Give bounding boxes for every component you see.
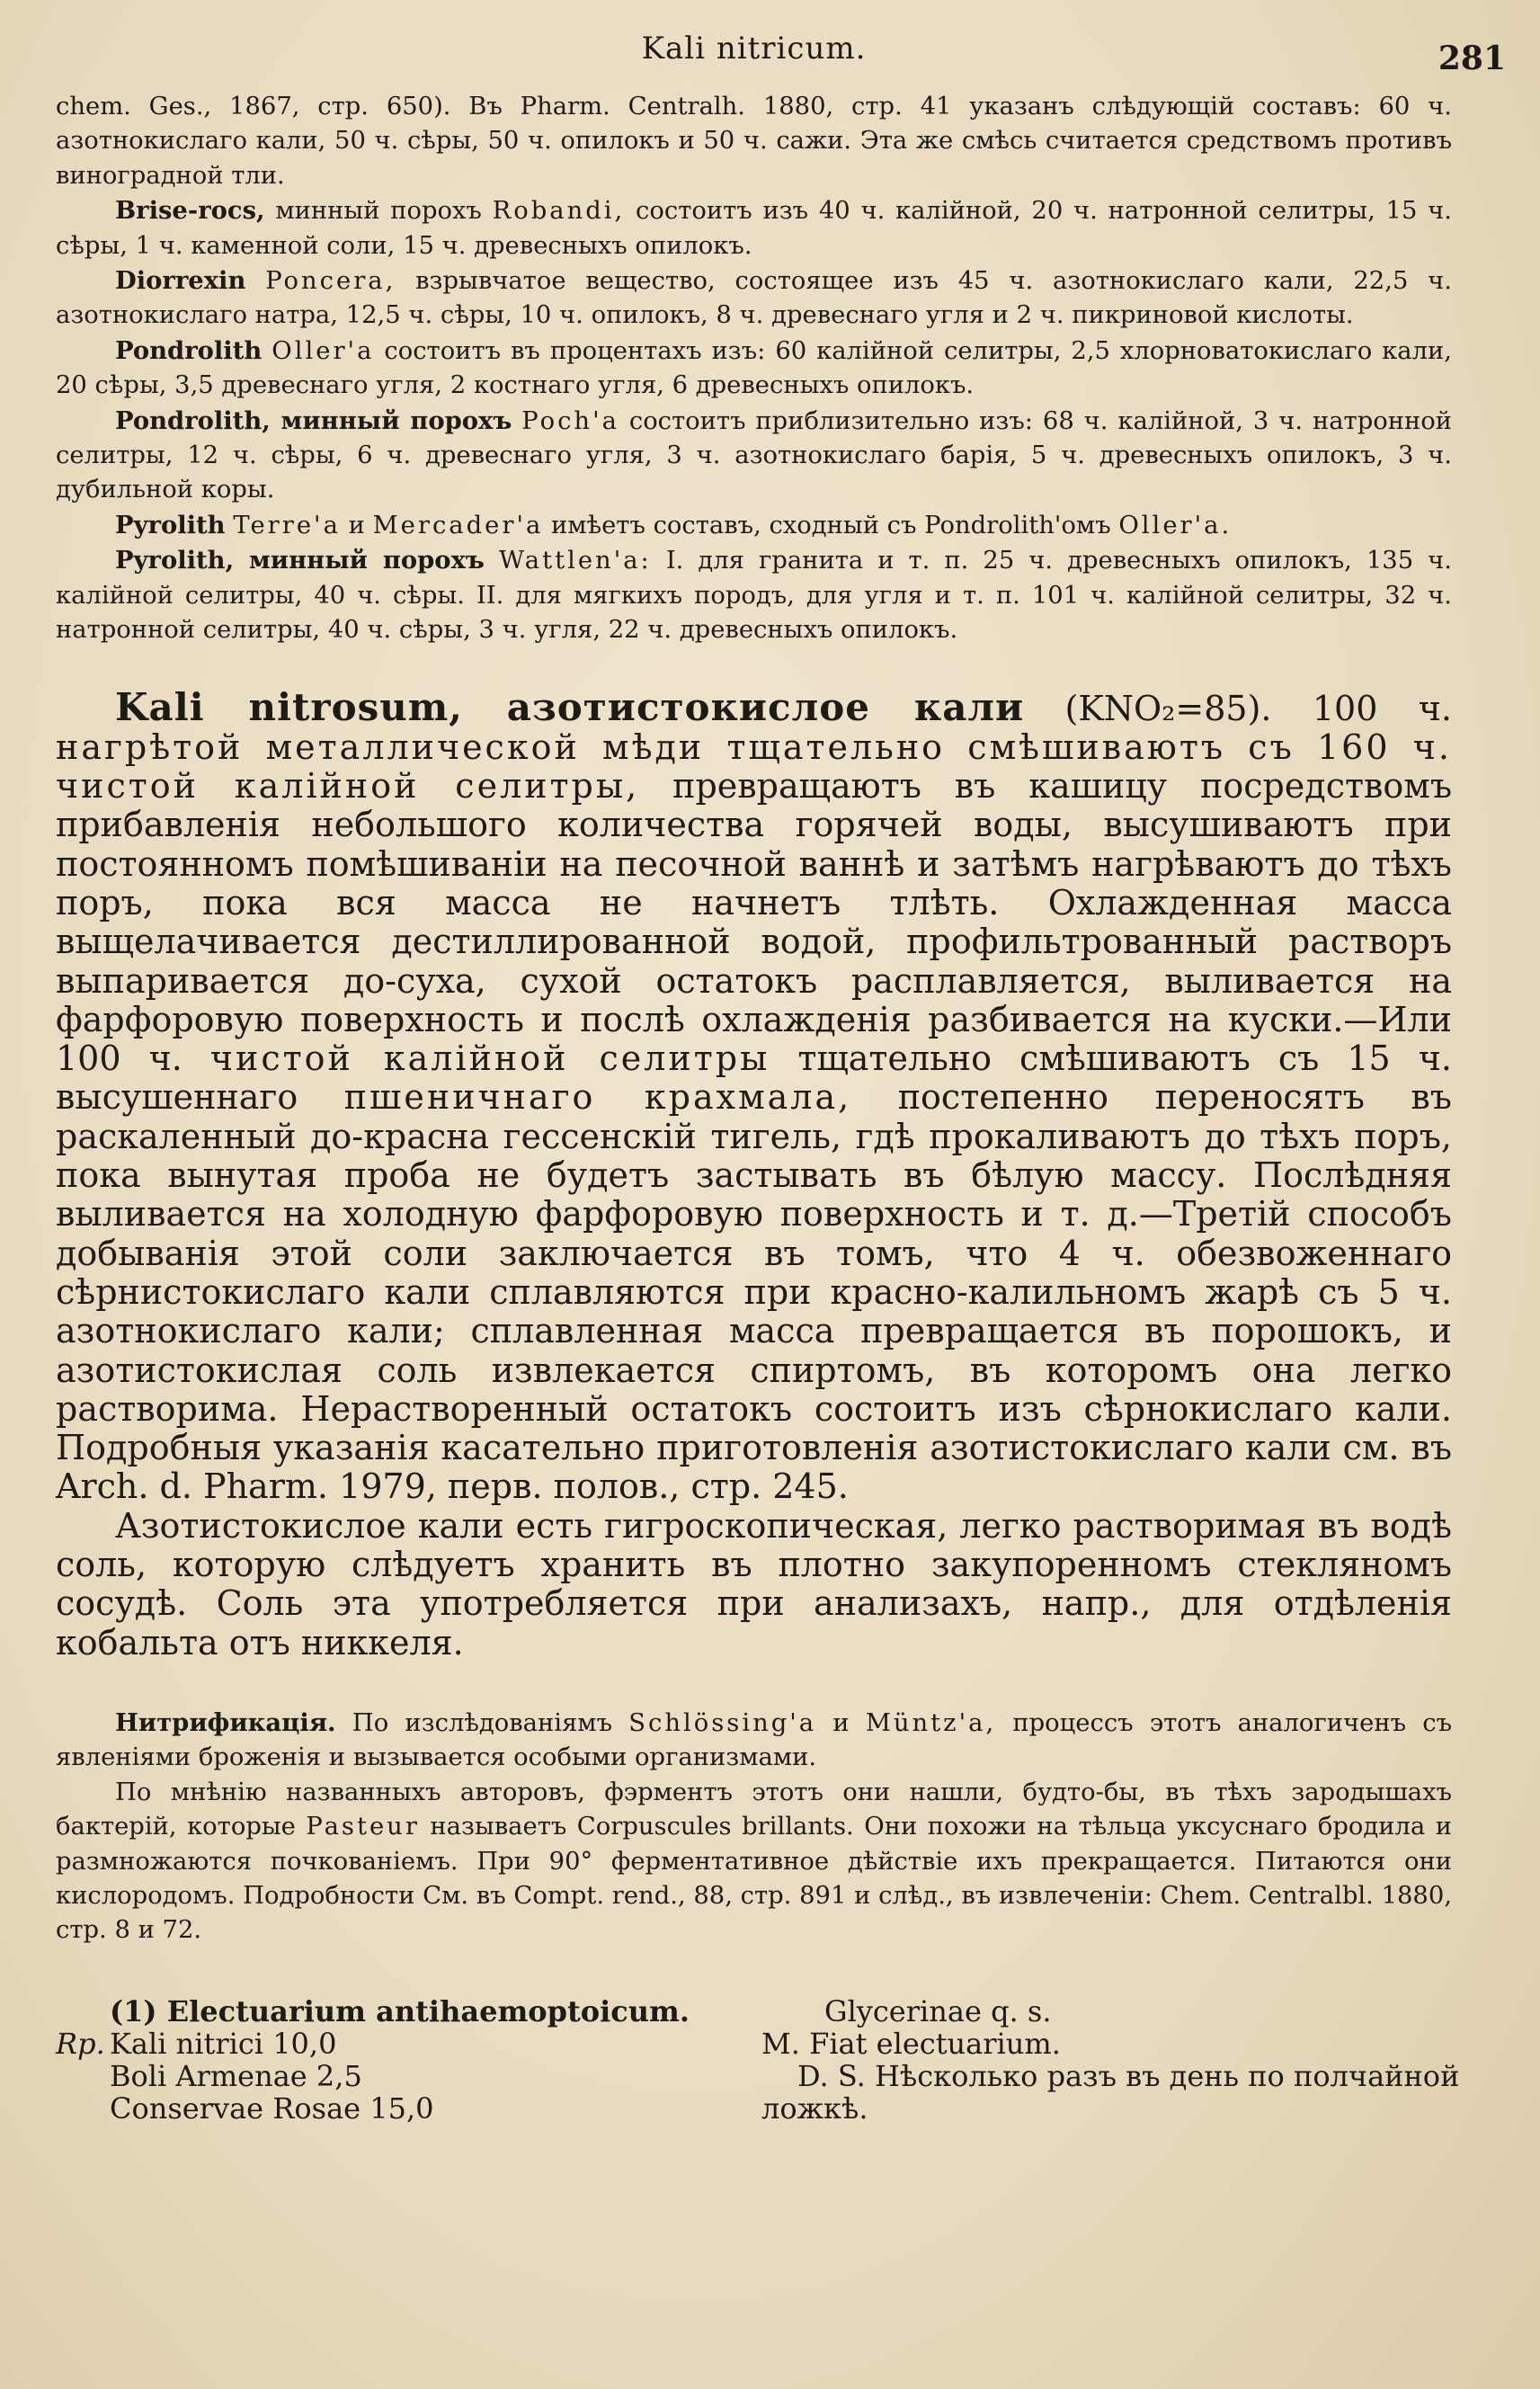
recipe-ingredient: Boli Armenae 2,5 xyxy=(110,2058,362,2093)
author-name: Schlössing'a xyxy=(628,1708,817,1737)
nitrification-note xyxy=(56,1706,1452,1948)
note-term: Нитрификація. xyxy=(115,1707,336,1737)
running-title: Kali nitricum. xyxy=(641,31,867,67)
recipe-left-column xyxy=(56,1995,757,2125)
author-name: Pasteur xyxy=(306,1813,420,1841)
entry-term: Diorrexin xyxy=(115,266,246,296)
entry-pyrolith-terre: Pyrolith Terre'a и Mercader'a имѣетъ составъ, сходный съ Pondrolith'омъ Oller'a. xyxy=(115,510,1233,539)
entry-term: Brise-rocs, xyxy=(115,196,265,226)
recipe-title: (1) Electuarium antihaemoptoicum. xyxy=(110,1993,690,2028)
page-number: 281 xyxy=(1438,40,1506,77)
entry-term: Pondrolith, минный порохъ xyxy=(115,406,512,435)
author-name: Mercader'a xyxy=(372,511,544,539)
author-name: Robandi, xyxy=(492,197,626,226)
entry-continuation: chem. Ges., 1867, стр. 650). Въ Pharm. Centralh. 1880, стр. 41 указанъ слѣдующій составъ: 60 ч. азотнокислаго кали, 50 ч. сѣры, 50 ч. опилокъ и 50 ч. сажи. Эта же смѣсь считается средствомъ противъ виноградной тли. xyxy=(56,93,1452,190)
entry-pyrolith-wattlen: Pyrolith, минный порохъ Wattlen'a: I. для гранита и т. п. 25 ч. древесныхъ опилокъ, 135 ч. калійной селитры, 40 ч. сѣры. II. для мягкихъ породъ, для угля и т. п. 101 ч. калійной селитры, 32 ч. натронной селитры, 40 ч. сѣры, 3 ч. угля, 22 ч. древесныхъ опилокъ. xyxy=(56,546,1452,645)
author-name: Wattlen'a: xyxy=(498,547,652,575)
kali-nitrosum-para-1: Kali nitrosum, азотистокислое кали (KNO₂=85). 100 ч. нагрѣтой металлической мѣди тщательно смѣшиваютъ съ 160 ч. чистой калійной селитры, превращаютъ въ кашицу посредствомъ прибавленія небольшого количества горячей воды, высушиваютъ при постоянномъ помѣшиваніи на песочной ваннѣ и затѣмъ нагрѣваютъ до тѣхъ поръ, пока вся масса не начнетъ тлѣть. Охлажденная масса выщелачивается дестиллированной водой, профильтрованный растворъ выпаривается до-суха, сухой остатокъ расплавляется, выливается на фарфоровую поверхность и послѣ охлажденія разбивается на куски.—Или 100 ч. чистой калійной селитры тщательно смѣшиваютъ съ 15 ч. высушеннаго пшеничнаго крахмала, постепенно переносятъ въ раскаленный до-красна гессенскій тигель, гдѣ прокаливаютъ до тѣхъ поръ, пока вынутая проба не будетъ застывать въ бѣлую массу. Послѣдняя выливается на холодную фарфоровую поверхность и т. д.—Третій способъ добыванія этой соли заключается въ томъ, что 4 ч. обезвоженнаго сѣрнистокислаго кали сплавляются при красно-калильномъ жарѣ съ 5 ч. азотнокислаго кали; сплавленная масса превращается въ порошокъ, и азотистокислая соль извлекается спиртомъ, въ которомъ она легко растворима. Нерастворенный остатокъ состоитъ изъ сѣрнокислаго кали. Подробныя указанія касательно приготовленія азотистокислаго кали см. въ Arch. d. Pharm. 1979, перв. полов., стр. 245. xyxy=(56,684,1452,1507)
author-name: Terre'a xyxy=(233,511,341,539)
explosives-entries xyxy=(56,90,1452,648)
nitrification-para-1: Нитрификація. По изслѣдованіямъ Schlössing'a и Müntz'a, процессъ этотъ аналогиченъ съ явленіями броженія и вызывается особыми организмами. xyxy=(56,1707,1452,1772)
entry-diorrexin: Diorrexin Poncera, взрывчатое вещество, состоящее изъ 45 ч. азотнокислаго кали, 22,5 ч. азотнокислаго натра, 12,5 ч. сѣры, 10 ч. опилокъ, 8 ч. древеснаго угля и 2 ч. пикриновой кислоты. xyxy=(56,266,1452,330)
running-head xyxy=(56,27,1506,90)
author-name: Müntz'a, xyxy=(865,1708,997,1737)
article-term: Kali nitrosum, азотистокислое кали xyxy=(115,684,1025,729)
entry-term: Pyrolith xyxy=(115,510,226,539)
author-name: Oller'a. xyxy=(1118,511,1233,539)
rp-mark: Rp. xyxy=(56,2026,105,2061)
recipe-instruction: D. S. Нѣсколько разъ въ день по полчайной ложкѣ. xyxy=(761,2058,1460,2126)
recipe-ingredient: Conservae Rosae 15,0 xyxy=(110,2090,434,2126)
kali-nitrosum-article xyxy=(56,684,1452,1662)
nitrification-para-2: По мнѣнію названныхъ авторовъ, фэрментъ этотъ они нашли, будто-бы, въ тѣхъ зародышахъ бактерій, которые Pasteur называетъ Corpuscules brillants. Они похожи на тѣльца уксуснаго бродила и размножаются почкованіемъ. При 90° ферментативное дѣйствіе ихъ прекращается. Питаются они кислородомъ. Подробности См. въ Compt. rend., 88, стр. 891 и слѣд., въ извлеченіи: Chem. Centralbl. 1880, стр. 8 и 72. xyxy=(56,1778,1452,1945)
recipe-instruction: M. Fiat electuarium. xyxy=(761,2026,1061,2061)
entry-term: Pyrolith, минный порохъ xyxy=(115,546,485,575)
author-name: Poch'a xyxy=(521,406,619,435)
recipe-ingredient: Glycerinae q. s. xyxy=(824,1993,1052,2028)
recipe xyxy=(56,1993,1460,2175)
kali-nitrosum-para-2: Азотистокислое кали есть гигроскопическая, легко растворимая въ водѣ соль, которую слѣдуетъ хранить въ плотно закупоренномъ стекляномъ сосудѣ. Соль эта употребляется при анализахъ, напр., для отдѣленія кобальта отъ никкеля. xyxy=(56,1505,1452,1662)
entry-pondrolith-poch: Pondrolith, минный порохъ Poch'a состоитъ приблизительно изъ: 68 ч. калійной, 3 ч. натронной селитры, 12 ч. сѣры, 6 ч. древеснаго угля, 3 ч. азотнокислаго барія, 5 ч. древесныхъ опилокъ, 3 ч. дубильной коры. xyxy=(56,406,1452,504)
entry-term: Pondrolith xyxy=(115,335,263,365)
entry-brise-rocs: Brise-rocs, минный порохъ Robandi, состоитъ изъ 40 ч. калійной, 20 ч. натронной селитры, 15 ч. сѣры, 1 ч. каменной соли, 15 ч. древесныхъ опилокъ. xyxy=(56,196,1452,260)
author-name: Poncera, xyxy=(265,267,396,296)
entry-pondrolith-oller: Pondrolith Oller'a состоитъ въ процентахъ изъ: 60 калійной селитры, 2,5 хлорноватокислаго кали, 20 сѣры, 3,5 древеснаго угля, 2 костнаго угля, 6 древесныхъ опилокъ. xyxy=(56,335,1452,400)
recipe-right-column xyxy=(761,1995,1463,2125)
recipe-ingredient: Rp. Kali nitrici 10,0 xyxy=(56,2026,337,2061)
author-name: Oller'a xyxy=(272,336,375,365)
